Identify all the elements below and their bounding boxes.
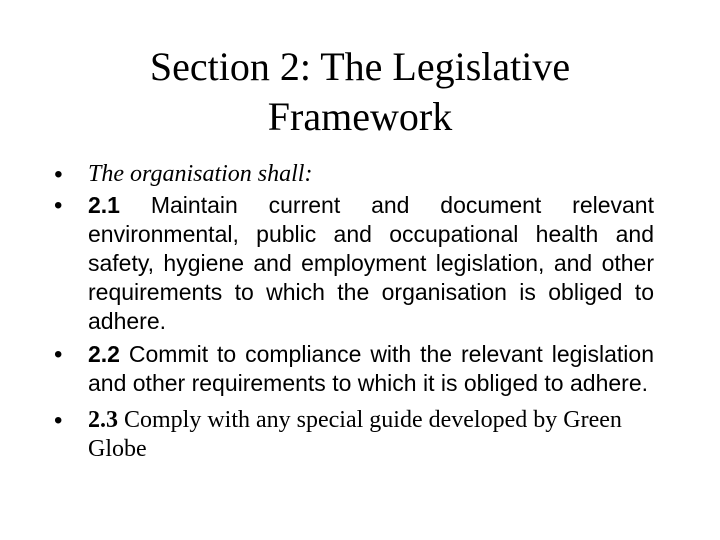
bullet-2-1-text: Maintain current and document relevant environmental, public and occupational health and safety, hygiene and employment legislation, and other requirements to which the organisation is obliged to adhere. — [88, 192, 654, 334]
bullet-intro-text: The organisation shall: — [88, 161, 313, 187]
bullet-2-1-body — [88, 191, 654, 336]
bullet-2-2-text: Commit to compliance with the relevant legislation and other requirements to which it is obliged to adhere. — [88, 341, 654, 396]
bullet-dot-icon: • — [54, 192, 63, 219]
bullet-2-3 — [54, 406, 654, 464]
bullet-2-2-number: 2.2 — [88, 341, 120, 367]
bullet-dot-icon: • — [54, 407, 63, 434]
bullet-2-3-body — [88, 406, 654, 464]
bullet-dot-icon: • — [54, 161, 63, 188]
bullet-list — [54, 160, 654, 464]
bullet-2-3-text: Comply with any special guide developed by Green Globe — [88, 407, 622, 462]
bullet-dot-icon: • — [54, 341, 63, 368]
bullet-2-3-number: 2.3 — [88, 407, 118, 433]
slide-title: Section 2: The Legislative Framework — [149, 44, 571, 139]
bullet-2-2 — [54, 340, 654, 398]
bullet-2-1 — [54, 191, 654, 336]
bullet-2-2-body — [88, 340, 654, 398]
bullet-intro — [54, 160, 654, 189]
bullet-2-1-number: 2.1 — [88, 192, 120, 218]
